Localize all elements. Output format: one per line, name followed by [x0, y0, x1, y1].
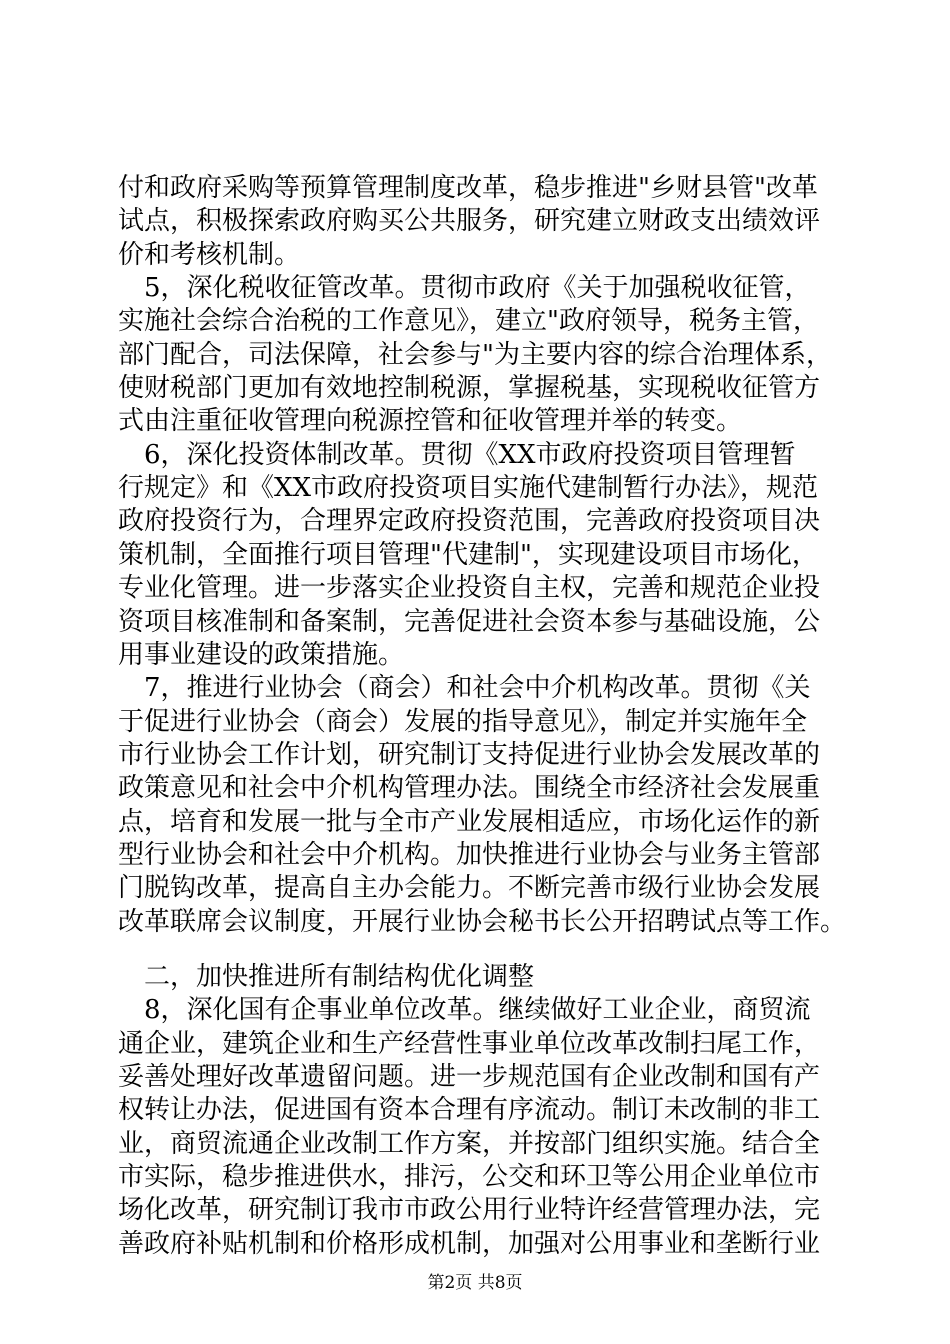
section-heading: 二，加快推进所有制结构优化调整: [118, 962, 535, 992]
text-line-25: 8，深化国有企事业单位改革。继续做好工业企业，商贸流: [118, 995, 811, 1025]
text-line-31: 场化改革，研究制订我市市政公用行业特许经营管理办法，完: [118, 1195, 821, 1225]
text-line-28: 权转让办法，促进国有资本合理有序流动。制订未改制的非工: [118, 1095, 821, 1125]
text-line-9: 6，深化投资体制改革。贯彻《XX市政府投资项目管理暂: [118, 440, 796, 470]
text-line-7: 使财税部门更加有效地控制税源，掌握税基，实现税收征管方: [118, 373, 821, 403]
text-line-4: 5，深化税收征管改革。贯彻市政府《关于加强税收征管，: [118, 273, 811, 303]
text-line-20: 点，培育和发展一批与全市产业发展相适应，市场化运作的新: [118, 807, 821, 837]
text-line-23: 改革联席会议制度，开展行业协会秘书长公开招聘试点等工作。: [118, 907, 847, 937]
page-footer: 第2页 共8页: [427, 1273, 523, 1293]
text-line-27: 妥善处理好改革遗留问题。进一步规范国有企业改制和国有产: [118, 1062, 821, 1092]
text-line-17: 于促进行业协会（商会）发展的指导意见》，制定并实施年全: [118, 707, 808, 737]
text-line-10: 行规定》和《XX市政府投资项目实施代建制暂行办法》，规范: [118, 473, 819, 503]
text-line-11: 政府投资行为，合理界定政府投资范围，完善政府投资项目决: [118, 506, 821, 536]
text-line-2: 试点，积极探索政府购买公共服务，研究建立财政支出绩效评: [118, 206, 821, 236]
text-line-29: 业，商贸流通企业改制工作方案，并按部门组织实施。结合全: [118, 1129, 821, 1159]
text-line-21: 型行业协会和社会中介机构。加快推进行业协会与业务主管部: [118, 840, 821, 870]
text-line-6: 部门配合，司法保障，社会参与"为主要内容的综合治理体系，: [118, 340, 832, 370]
text-line-26: 通企业，建筑企业和生产经营性事业单位改革改制扫尾工作，: [118, 1029, 821, 1059]
text-line-13: 专业化管理。进一步落实企业投资自主权，完善和规范企业投: [118, 573, 821, 603]
text-line-18: 市行业协会工作计划，研究制订支持促进行业协会发展改革的: [118, 740, 821, 770]
text-line-8: 式由注重征收管理向税源控管和征收管理并举的转变。: [118, 406, 743, 436]
text-line-1: 付和政府采购等预算管理制度改革，稳步推进"乡财县管"改革: [118, 173, 818, 203]
text-line-12: 策机制，全面推行项目管理"代建制"，实现建设项目市场化，: [118, 540, 818, 570]
text-line-3: 价和考核机制。: [118, 240, 301, 270]
text-line-32: 善政府补贴机制和价格形成机制，加强对公用事业和垄断行业: [118, 1229, 821, 1259]
text-line-14: 资项目核准制和备案制，完善促进社会资本参与基础设施，公: [118, 607, 821, 637]
text-line-15: 用事业建设的政策措施。: [118, 640, 405, 670]
text-line-22: 门脱钩改革，提高自主办会能力。不断完善市级行业协会发展: [118, 873, 821, 903]
text-line-16: 7，推进行业协会（商会）和社会中介机构改革。贯彻《关: [118, 673, 811, 703]
text-line-19: 政策意见和社会中介机构管理办法。围绕全市经济社会发展重: [118, 773, 821, 803]
text-line-30: 市实际，稳步推进供水，排污，公交和环卫等公用企业单位市: [118, 1162, 821, 1192]
text-line-5: 实施社会综合治税的工作意见》，建立"政府领导，税务主管，: [118, 306, 819, 336]
